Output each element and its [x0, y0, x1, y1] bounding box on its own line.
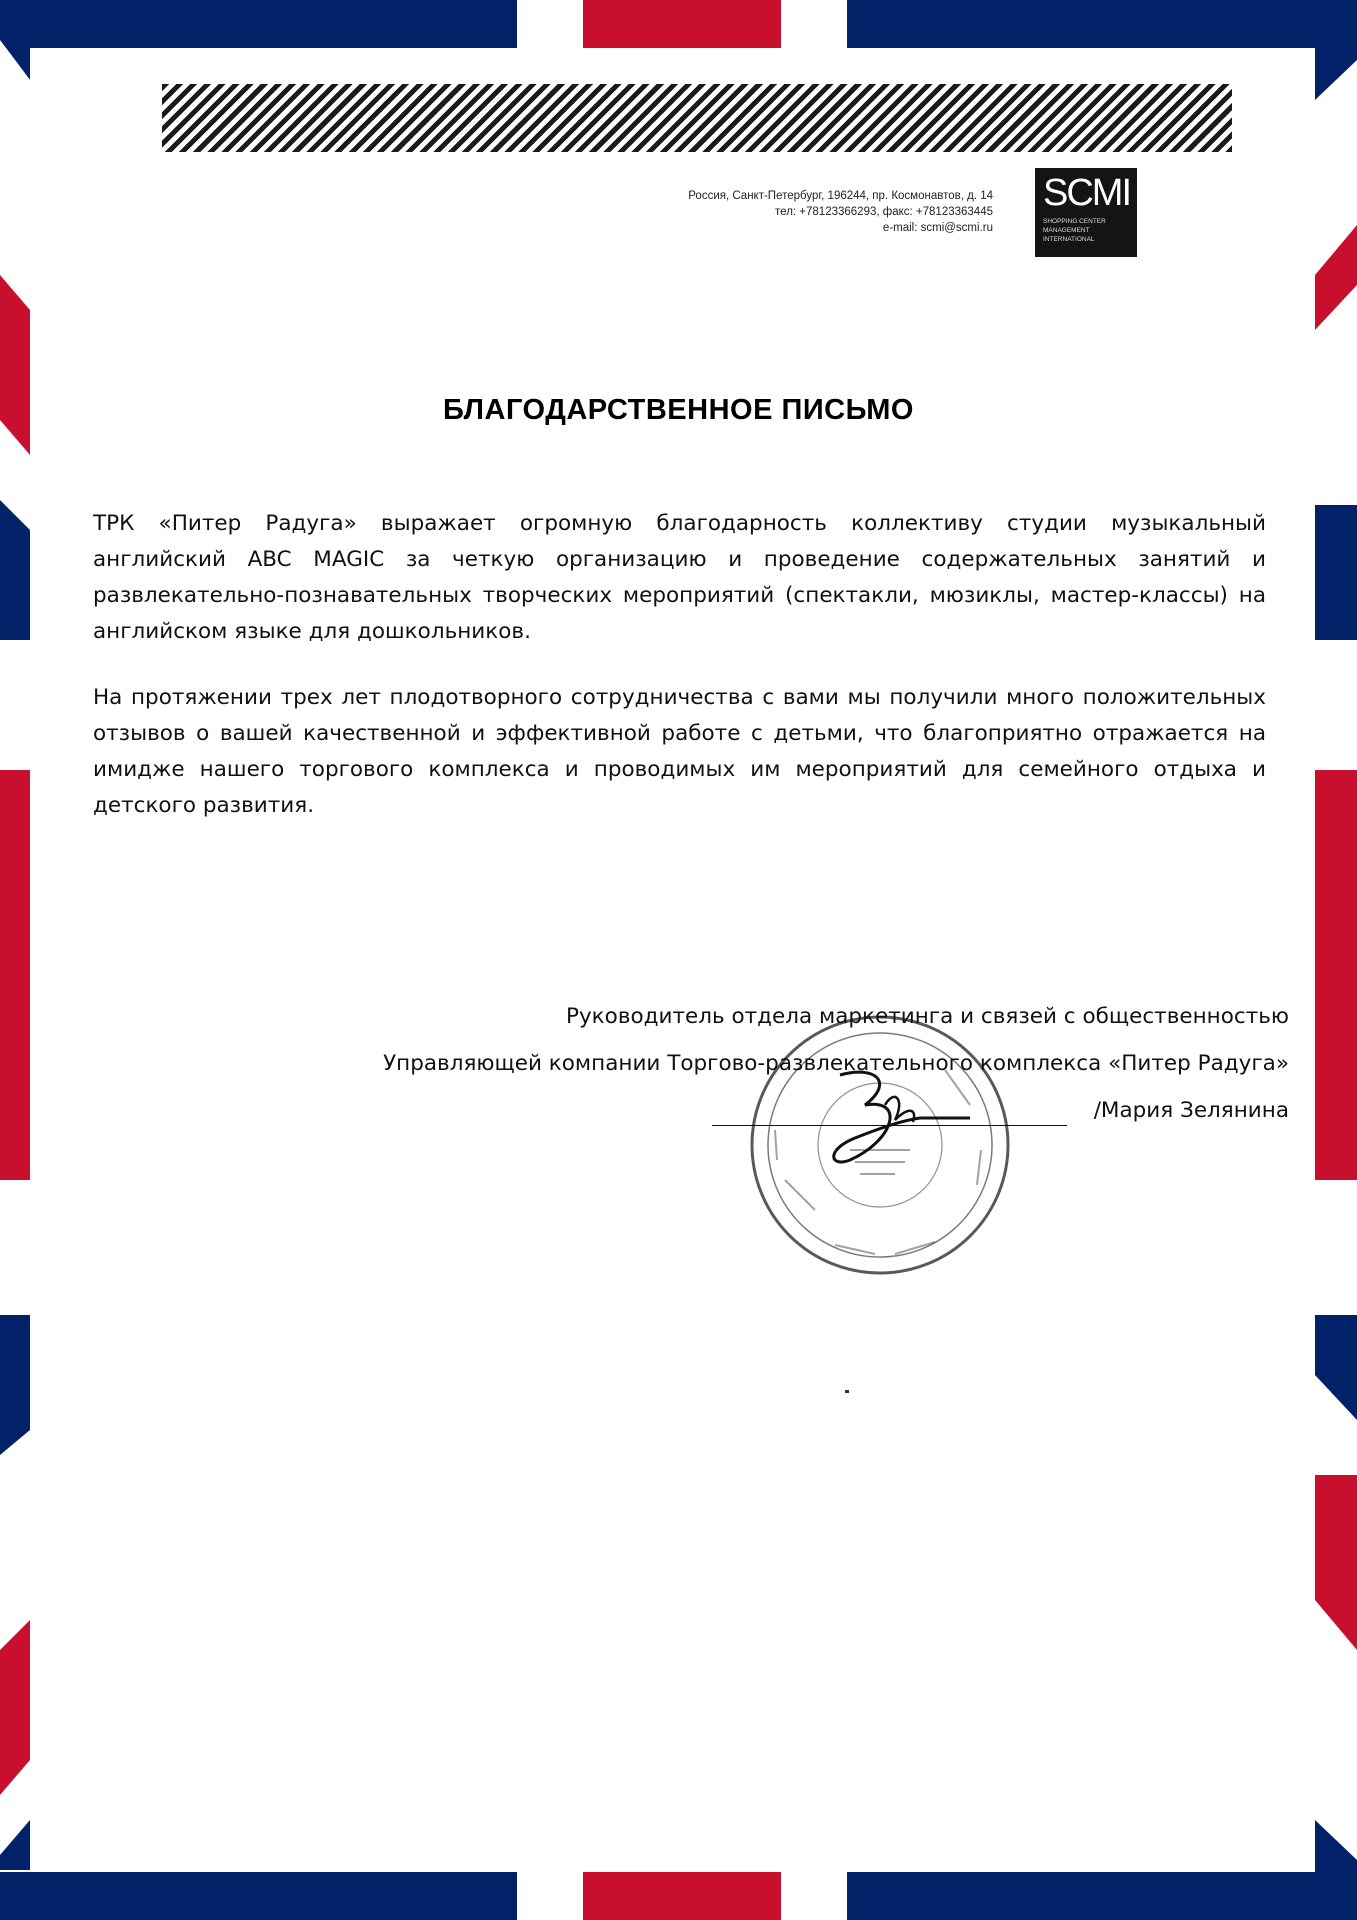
signatory-company: Управляющей компании Торгово-развлекательного комплекса «Питер Радуга» — [383, 1051, 1289, 1076]
body-paragraph: ТРК «Питер Радуга» выражает огромную благодарность коллективу студии музыкальный английский ABC MAGIC за четкую организацию и проведение содержательных занятий и развлекательно-познавательных творческих мероприятий (спектакли, мюзиклы, мастер-классы) на английском языке для дошкольников. — [93, 511, 1266, 644]
letterhead-address — [433, 188, 993, 236]
letterhead-hatch-band — [162, 84, 1232, 152]
phone-line: тел: +78123366293, факс: +78123363445 — [775, 206, 993, 218]
signature-line — [712, 1125, 1067, 1126]
body-paragraph: На протяжении трех лет плодотворного сотрудничества с вами мы получили много положительных отзывов о вашей качественной и эффективной работе с детьми, что благоприятно отражается на имидже нашего торгового комплекса и проводимых им мероприятий для семейного отдыха и детского развития. — [93, 685, 1266, 818]
logo-subtext: MANAGEMENT — [1043, 227, 1090, 234]
email-line: e-mail: scmi@scmi.ru — [882, 222, 993, 234]
logo-subtext: SHOPPING CENTER — [1043, 218, 1106, 225]
address-line: Россия, Санкт-Петербург, 196244, пр. Космонавтов, д. 14 — [688, 190, 993, 202]
speck — [845, 1390, 849, 1393]
logo-subtext: INTERNATIONAL — [1043, 236, 1095, 243]
signatory-name: /Мария Зелянина — [1093, 1098, 1289, 1123]
scmi-logo — [1035, 168, 1137, 257]
letter-title: БЛАГОДАРСТВЕННОЕ ПИСЬМО — [443, 394, 914, 426]
signatory-position: Руководитель отдела маркетинга и связей с общественностью — [565, 1004, 1289, 1029]
logo-text: SCMI — [1043, 172, 1130, 214]
